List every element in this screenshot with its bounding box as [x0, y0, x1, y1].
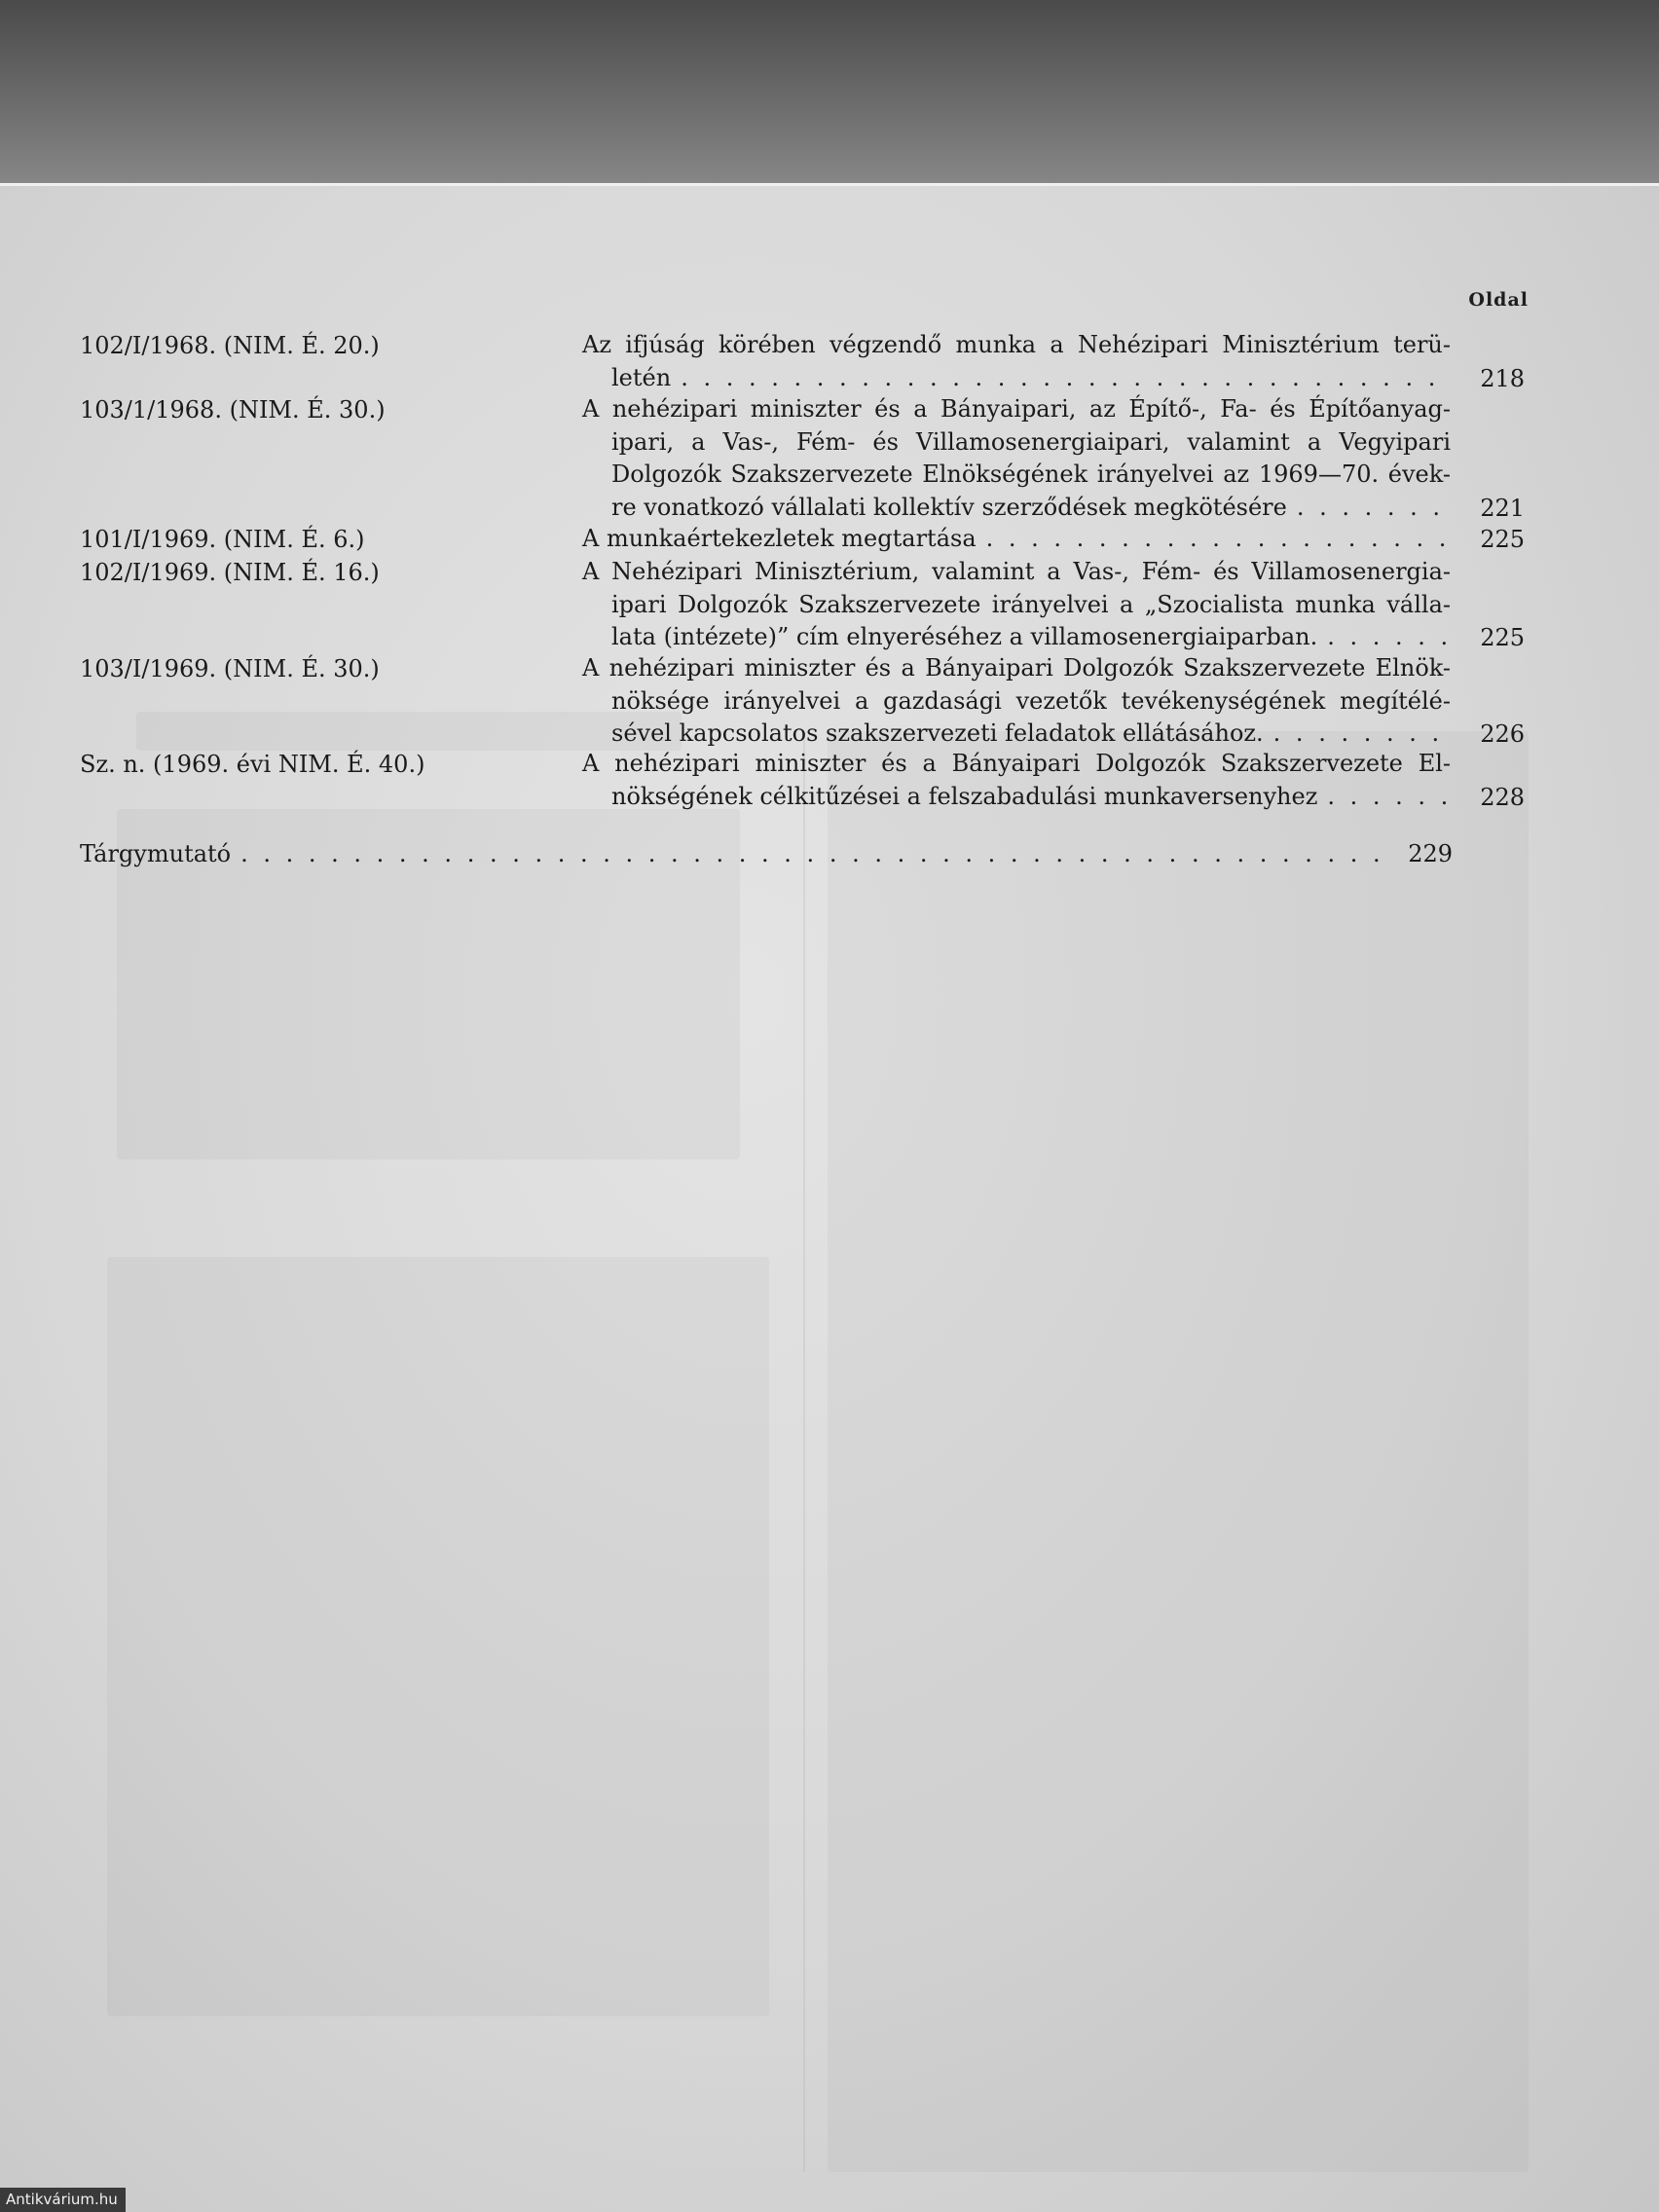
- entry-title-text: sével kapcsolatos szakszervezeti feladatok ellátásához.: [611, 719, 1264, 747]
- entry-title-line: [582, 459, 1451, 492]
- entry-title: [582, 393, 1451, 524]
- entry-title-line: [582, 556, 1451, 589]
- entry-title-text: A nehézipari miniszter és a Bányaipari, az Építő-, Fa- és Építőanyag-: [582, 395, 1451, 423]
- entry-title-line: [582, 589, 1451, 622]
- entry-page-number: 225: [1480, 526, 1525, 553]
- entry-page-number: 226: [1480, 720, 1525, 748]
- decree-reference: 102/I/1969. (NIM. É. 16.): [80, 559, 380, 586]
- entry-title-line: [582, 781, 1451, 814]
- entry-title-text: nökségének célkitűzései a felszabadulási munkaversenyhez: [611, 782, 1318, 810]
- bleed-through: [828, 731, 1529, 2172]
- entry-title-line: [582, 492, 1451, 525]
- entry-title-line: [582, 393, 1451, 426]
- scan-background: [0, 0, 1659, 195]
- page-column-header: Oldal: [1468, 289, 1529, 311]
- decree-reference: Sz. n. (1969. évi NIM. É. 40.): [80, 751, 425, 778]
- entry-title-text: letén: [611, 363, 672, 391]
- entry-title-line: [582, 329, 1451, 362]
- leader-dots: [1327, 781, 1451, 814]
- entry-title-text: re vonatkozó vállalati kollektív szerződések megkötésére: [611, 493, 1287, 521]
- entry-title-text: A nehézipari miniszter és a Bányaipari Dolgozók Szakszervezete Elnök-: [582, 654, 1451, 682]
- entry-title-line: [582, 523, 1451, 556]
- decree-reference: 102/I/1968. (NIM. É. 20.): [80, 332, 380, 359]
- entry-page-number: 221: [1480, 494, 1525, 522]
- entry-title-text: A Nehézipari Minisztérium, valamint a Vas-, Fém- és Villamosenergia-: [582, 558, 1451, 585]
- entry-title: [582, 748, 1451, 813]
- entry-title-text: A munkaértekezletek megtartása: [582, 525, 977, 552]
- entry-title: [582, 652, 1451, 751]
- index-entry: [80, 837, 1453, 870]
- entry-title: [582, 523, 1451, 556]
- entry-title-line: [582, 362, 1451, 395]
- entry-page-number: 225: [1480, 624, 1525, 651]
- leader-dots: [240, 837, 1394, 870]
- entry-title-text: ipari, a Vas-, Fém- és Villamosenergiaipari, valamint a Vegyipari: [611, 427, 1451, 456]
- entry-title: [582, 556, 1451, 654]
- decree-reference: 103/1/1968. (NIM. É. 30.): [80, 396, 386, 424]
- entry-title-line: [582, 748, 1451, 781]
- entry-title-line: [582, 426, 1451, 460]
- entry-title-text: lata (intézete)” cím elnyeréséhez a villamosenergiaiparban.: [611, 623, 1318, 650]
- entry-title-line: [582, 652, 1451, 685]
- entry-title-text: nöksége irányelvei a gazdasági vezetők tevékenységének megítélé-: [611, 686, 1451, 715]
- bleed-through: [107, 1257, 769, 2016]
- leader-dots: [681, 362, 1451, 395]
- watermark: Antikvárium.hu: [0, 2188, 126, 2212]
- decree-reference: 101/I/1969. (NIM. É. 6.): [80, 526, 365, 553]
- entry-title-text: A nehézipari miniszter és a Bányaipari Dolgozók Szakszervezete El-: [582, 750, 1451, 777]
- index-label: Tárgymutató: [80, 840, 232, 867]
- entry-title-text: ipari Dolgozók Szakszervezete irányelvei a „Szocialista munka válla-: [611, 590, 1451, 618]
- entry-title-line: [582, 718, 1451, 751]
- decree-reference: 103/I/1969. (NIM. É. 30.): [80, 655, 380, 682]
- leader-dots: [1327, 621, 1451, 654]
- index-page-number: 229: [1408, 840, 1453, 867]
- leader-dots: [986, 523, 1451, 556]
- leader-dots: [1297, 492, 1451, 525]
- entry-title: [582, 329, 1451, 394]
- bleed-column-divider: [803, 731, 805, 2172]
- entry-title-line: [582, 621, 1451, 654]
- entry-title-line: [582, 685, 1451, 719]
- entry-page-number: 228: [1480, 783, 1525, 811]
- leader-dots: [1273, 718, 1451, 751]
- entry-title-text: Az ifjúság körében végzendő munka a Nehézipari Minisztérium terü-: [582, 331, 1451, 358]
- entry-page-number: 218: [1480, 364, 1525, 392]
- entry-title-text: Dolgozók Szakszervezete Elnökségének irányelvei az 1969—70. évek-: [611, 461, 1451, 488]
